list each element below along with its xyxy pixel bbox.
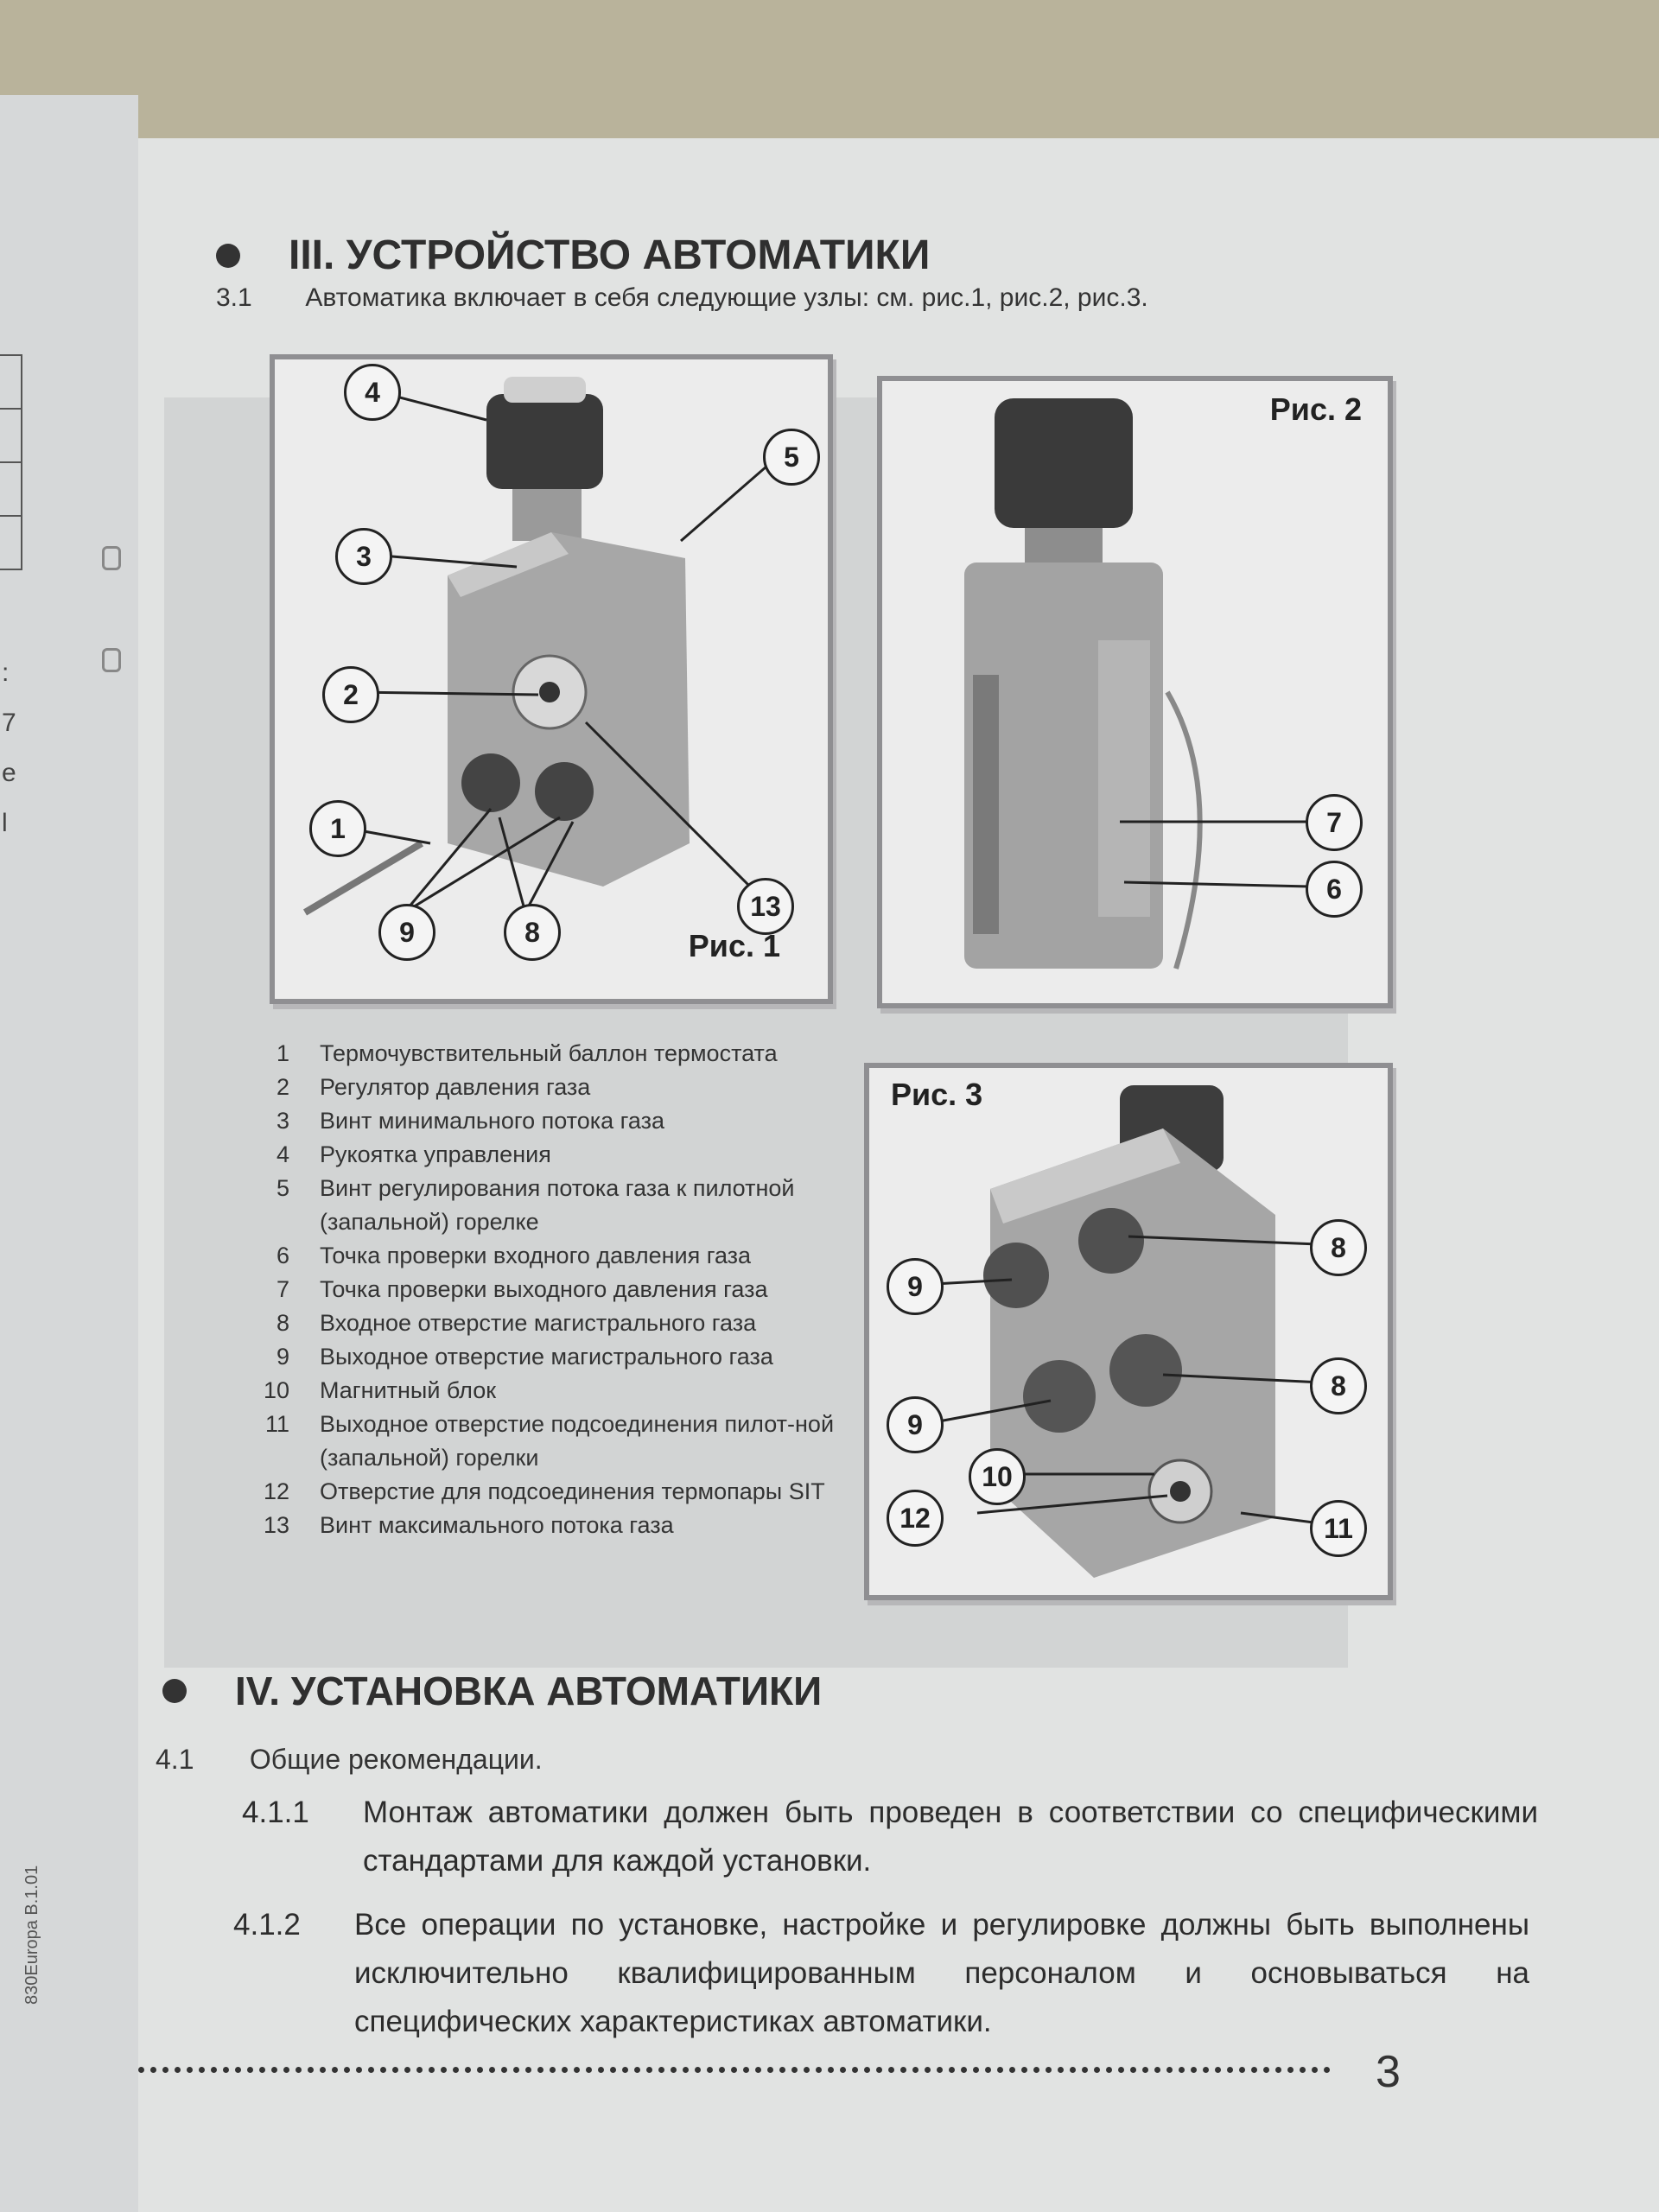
paragraph-number: 4.1.2 — [233, 1908, 301, 1942]
subsection-4-1 — [156, 1744, 543, 1776]
callout: 9 — [378, 904, 435, 961]
section-3-title: III. УСТРОЙСТВО АВТОМАТИКИ — [289, 232, 931, 278]
figure-3 — [864, 1063, 1393, 1600]
callout: 11 — [1310, 1500, 1367, 1557]
callout: 8 — [504, 904, 561, 961]
legend-item: 13 Винт максимального потока газа — [263, 1512, 674, 1538]
callout: 5 — [763, 429, 820, 486]
callout: 7 — [1306, 794, 1363, 851]
left-page-text — [2, 648, 16, 849]
page-number: 3 — [1376, 2047, 1401, 2097]
left-page-edge — [0, 95, 138, 2212]
callout: 3 — [335, 528, 392, 585]
legend-item: 1 Термочувствительный баллон термостата — [276, 1040, 778, 1066]
callout: 9 — [887, 1396, 944, 1453]
figure-1-label: Рис. 1 — [688, 928, 780, 963]
staple-bottom — [102, 648, 121, 672]
figure-2 — [877, 376, 1393, 1008]
paragraph-text: Все операции по установке, настройке и регулировке должны быть выполнены исключительно квалифицированным персоналом и основываться на специфических характеристиках автоматики. — [354, 1908, 1529, 2038]
paragraph-number: 4.1.1 — [242, 1796, 309, 1829]
dotted-divider — [138, 2067, 1331, 2073]
legend-item: 2 Регулятор давления газа — [276, 1074, 591, 1100]
legend-item: 9 Выходное отверстие магистрального газа — [276, 1344, 773, 1370]
intro-text: Автоматика включает в себя следующие узлы: см. рис.1, рис.2, рис.3. — [305, 283, 1148, 312]
valve-side-illustration — [882, 381, 1388, 1003]
valve-ports-illustration — [869, 1068, 1388, 1595]
figure-1 — [270, 354, 833, 1004]
bullet-icon — [162, 1679, 187, 1703]
legend-item: 11 Выходное отверстие подсоединения пилот-ной (запальной) горелки — [264, 1411, 835, 1471]
callout: 4 — [344, 364, 401, 421]
section-4-title: IV. УСТАНОВКА АВТОМАТИКИ — [235, 1669, 823, 1713]
callout: 2 — [322, 666, 379, 723]
callout: 12 — [887, 1490, 944, 1547]
callout: 9 — [887, 1258, 944, 1315]
callout: 8 — [1310, 1357, 1367, 1414]
legend-item: 6 Точка проверки входного давления газа — [276, 1243, 752, 1268]
left-mark: : — [2, 658, 10, 687]
left-page-table — [0, 354, 22, 570]
legend-item: 5 Винт регулирования потока газа к пилотной (запальной) горелке — [276, 1175, 795, 1235]
subsection-number: 4.1 — [156, 1744, 194, 1775]
spine-code: 830Europa B.1.01 — [22, 1865, 41, 2005]
figure-3-label: Рис. 3 — [891, 1077, 983, 1112]
callout: 8 — [1310, 1219, 1367, 1276]
callout: 10 — [969, 1448, 1026, 1505]
parts-legend — [229, 1037, 851, 1542]
intro-line — [216, 283, 1148, 313]
callout: 1 — [309, 800, 366, 857]
legend-item: 8 Входное отверстие магистрального газа — [276, 1310, 757, 1336]
figure-2-label: Рис. 2 — [1269, 391, 1362, 427]
legend-item: 12 Отверстие для подсоединения термопары SIT — [263, 1478, 825, 1504]
subsection-title: Общие рекомендации. — [249, 1744, 543, 1775]
left-mark: 7 — [2, 709, 16, 737]
legend-item: 10 Магнитный блок — [263, 1377, 497, 1403]
callout: 6 — [1306, 861, 1363, 918]
staple-top — [102, 546, 121, 570]
manual-page — [138, 138, 1659, 2212]
paragraph-4-1-1 — [242, 1789, 1538, 1885]
legend-item: 4 Рукоятка управления — [276, 1141, 551, 1167]
legend-item: 3 Винт минимального потока газа — [276, 1108, 665, 1134]
intro-number: 3.1 — [216, 283, 252, 312]
callout: 13 — [737, 878, 794, 935]
paragraph-4-1-2 — [233, 1901, 1529, 2046]
left-mark: e — [2, 759, 16, 787]
paragraph-text: Монтаж автоматики должен быть проведен в соответствии со специфическими стандартами для каждой установки. — [363, 1796, 1538, 1878]
section-3-heading — [216, 232, 930, 279]
left-mark: l — [2, 809, 8, 837]
legend-item: 7 Точка проверки выходного давления газа — [276, 1276, 768, 1302]
section-4-heading — [162, 1668, 822, 1714]
bullet-icon — [216, 244, 240, 268]
